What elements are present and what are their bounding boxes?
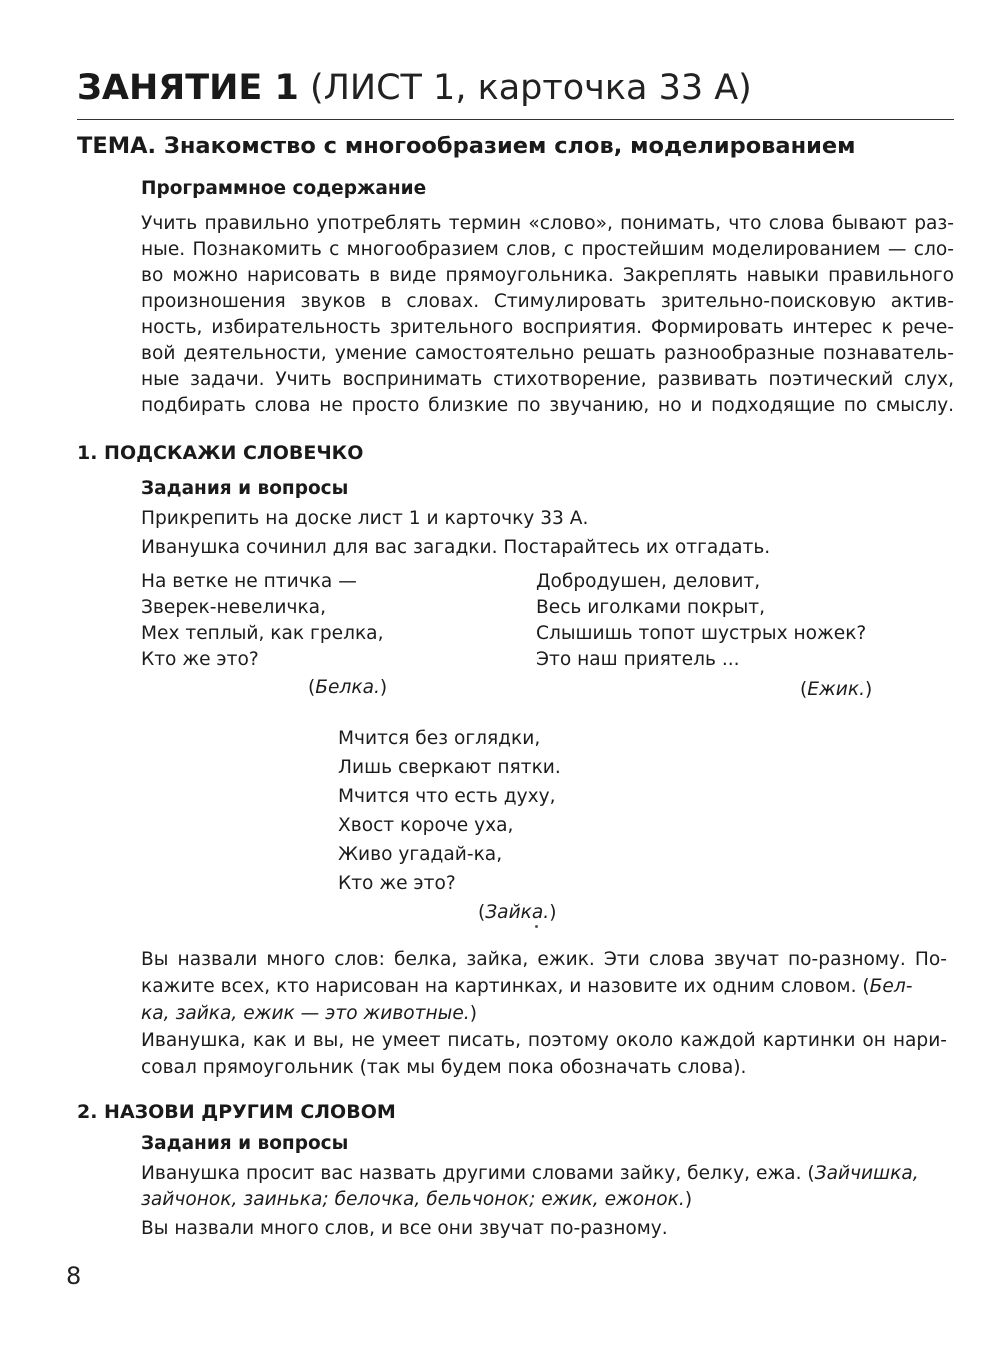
answer-text: Зайка. <box>485 902 550 923</box>
program-line: ные задачи. Учить воспринимать стихотворение, развивать поэтический слух, <box>141 369 954 390</box>
section-2-line-italic: зайчонок, заинька; белочка, бельчонок; ежик, ежонок. <box>141 1189 685 1210</box>
summary-line-italic: Бел- <box>869 976 913 997</box>
summary-line: Иванушка, как и вы, не умеет писать, поэтому около каждой картинки он нари- <box>141 1030 947 1051</box>
summary-line: Вы назвали много слов: белка, зайка, ежик. Эти слова звучат по-разному. По- <box>141 949 947 970</box>
riddle-line: Добродушен, деловит, <box>536 571 761 592</box>
section-1-intro-line: Прикрепить на доске лист 1 и карточку 33 А. <box>141 508 589 529</box>
theme-heading: ТЕМА. Знакомство с многообразием слов, моделированием <box>77 133 856 159</box>
riddle-line: Хвост короче уха, <box>338 815 514 836</box>
riddle-answer-hare: (Зайка.) <box>478 902 557 923</box>
answer-text: Ежик. <box>807 679 865 700</box>
section-2-line-plain: Иванушка просит вас назвать другими словами зайку, белку, ежа. ( <box>141 1163 815 1184</box>
riddle-line: Мчится что есть духу, <box>338 786 556 807</box>
title-divider <box>77 119 954 120</box>
summary-line <box>141 974 912 1000</box>
summary-line: совал прямоугольник (так мы будем пока обозначать слова). <box>141 1057 747 1078</box>
section-1-heading: 1. ПОДСКАЖИ СЛОВЕЧКО <box>77 442 364 464</box>
riddle-line: Кто же это? <box>338 873 456 894</box>
riddle-line: Мех теплый, как грелка, <box>141 623 384 644</box>
riddle-line: На ветке не птичка — <box>141 571 357 592</box>
section-2-line: зайчонок, заинька; белочка, бельчонок; ежик, ежонок.) <box>141 1189 693 1210</box>
section-2-line: Вы назвали много слов, и все они звучат по-разному. <box>141 1218 668 1239</box>
lesson-title <box>77 64 752 112</box>
program-line: Учить правильно употреблять термин «слово», понимать, что слова бывают раз- <box>141 213 954 234</box>
lesson-title-bold: ЗАНЯТИЕ 1 <box>77 68 299 108</box>
section-1-intro-line: Иванушка сочинил для вас загадки. Постарайтесь их отгадать. <box>141 537 771 558</box>
section-1-subheading: Задания и вопросы <box>141 478 349 499</box>
section-2-line <box>141 1161 919 1187</box>
riddle-line: Весь иголками покрыт, <box>536 597 766 618</box>
lesson-title-rest: (ЛИСТ 1, карточка 33 А) <box>309 68 752 108</box>
answer-text: Белка. <box>315 677 380 698</box>
program-line: произношения звуков в словах. Стимулировать зрительно-поисковую актив- <box>141 291 954 312</box>
riddle-line: Зверек-невеличка, <box>141 597 326 618</box>
riddle-answer-hedgehog: (Ежик.) <box>800 679 873 700</box>
riddle-answer-squirrel: (Белка.) <box>308 677 388 698</box>
program-line: подбирать слова не просто близкие по звучанию, но и подходящие по смыслу. <box>141 395 954 416</box>
summary-line: ка, зайка, ежик — это животные.) <box>141 1003 477 1024</box>
riddle-line: Слышишь топот шустрых ножек? <box>536 623 867 644</box>
program-line: ные. Познакомить с многообразием слов, с простейшим моделированием — сло- <box>141 239 954 260</box>
page-number: 8 <box>66 1262 82 1290</box>
stray-dot <box>535 925 538 928</box>
program-line: вой деятельности, умение самостоятельно решать разнообразные познаватель- <box>141 343 954 364</box>
riddle-line: Кто же это? <box>141 649 259 670</box>
program-line: ность, избирательность зрительного восприятия. Формировать интерес к рече- <box>141 317 954 338</box>
program-line: во можно нарисовать в виде прямоугольника. Закреплять навыки правильного <box>141 265 954 286</box>
section-2-subheading: Задания и вопросы <box>141 1133 349 1154</box>
summary-line-plain: кажите всех, кто нарисован на картинках, и назовите их одним словом. ( <box>141 976 870 997</box>
riddle-line: Мчится без оглядки, <box>338 728 541 749</box>
summary-line-italic: ка, зайка, ежик — это животные. <box>141 1003 470 1024</box>
program-heading: Программное содержание <box>141 178 427 199</box>
section-2-heading: 2. НАЗОВИ ДРУГИМ СЛОВОМ <box>77 1101 396 1123</box>
riddle-line: Лишь сверкают пятки. <box>338 757 561 778</box>
riddle-line: Это наш приятель ... <box>536 649 740 670</box>
section-2-line-italic: Зайчишка, <box>814 1163 919 1184</box>
riddle-line: Живо угадай-ка, <box>338 844 503 865</box>
